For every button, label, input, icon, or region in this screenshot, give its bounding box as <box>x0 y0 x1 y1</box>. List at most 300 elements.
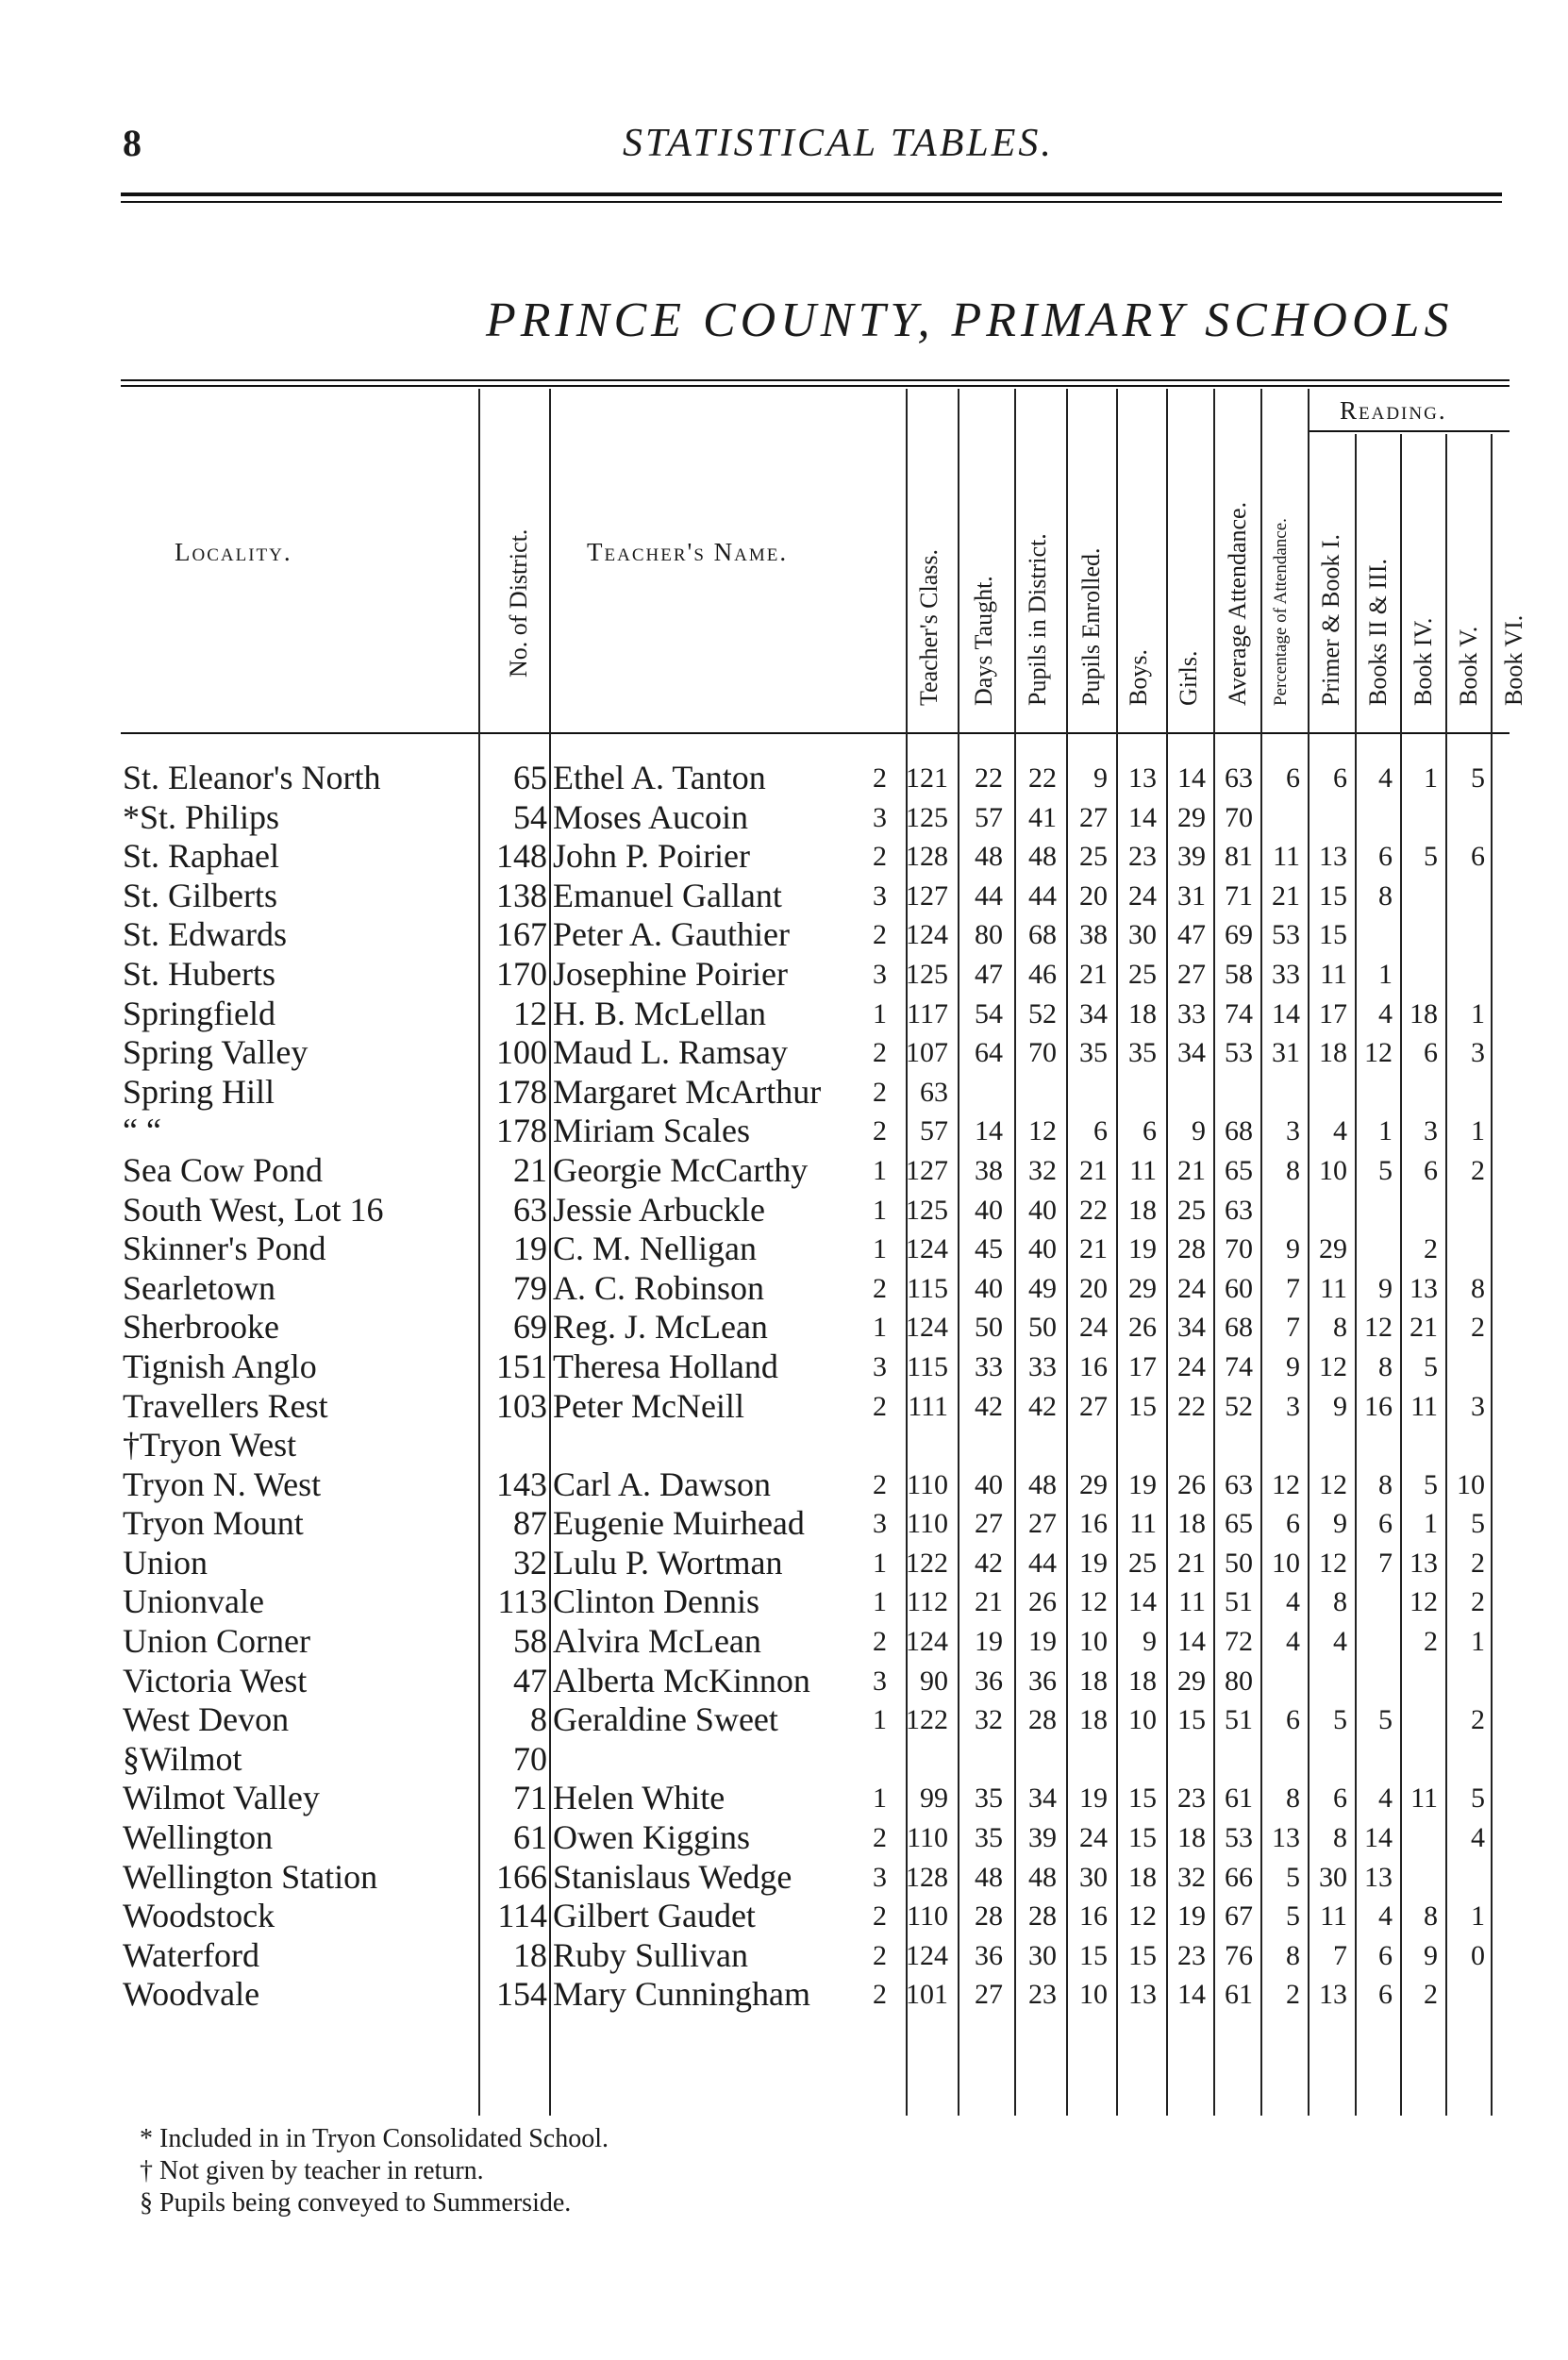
book-4-cell: 5 <box>1378 1154 1393 1186</box>
primer-book-1-cell: 2 <box>1286 1979 1300 2011</box>
pupils-enrolled-cell: 46 <box>1028 958 1057 990</box>
teachers-class-cell: 2 <box>873 1979 887 2011</box>
primer-book-1-cell: 8 <box>1286 1783 1300 1815</box>
girls-cell: 18 <box>1128 1194 1157 1226</box>
pupils-enrolled-cell: 40 <box>1028 1233 1057 1265</box>
page-number: 8 <box>123 122 142 164</box>
pupils-enrolled-cell: 42 <box>1028 1390 1057 1422</box>
book-5-cell: 2 <box>1424 1979 1438 2011</box>
book-4-cell: 4 <box>1378 997 1393 1029</box>
pupils-enrolled-cell: 40 <box>1028 1194 1057 1226</box>
average-attendance-cell: 25 <box>1177 1194 1206 1226</box>
table-row <box>0 1858 1568 1898</box>
teachers-class-cell: 3 <box>873 1508 887 1540</box>
average-attendance-cell: 39 <box>1177 841 1206 873</box>
average-attendance-cell: 14 <box>1177 1979 1206 2011</box>
primer-book-1-cell: 7 <box>1286 1272 1300 1304</box>
table-row <box>0 1465 1568 1505</box>
teachers-class-cell: 1 <box>873 1783 887 1815</box>
books-2-3-cell: 12 <box>1319 1547 1347 1579</box>
days-taught-cell: 90 <box>920 1665 948 1697</box>
primer-book-1-cell: 12 <box>1272 1468 1300 1500</box>
pupils-enrolled-cell: 41 <box>1028 801 1057 833</box>
primer-book-1-cell: 6 <box>1286 1508 1300 1540</box>
girls-cell: 29 <box>1128 1272 1157 1304</box>
pupils-enrolled-cell: 34 <box>1028 1783 1057 1815</box>
percentage-attendance-header: Percentage of Attendance. <box>1271 518 1291 706</box>
percentage-cell: 51 <box>1225 1586 1253 1618</box>
book-6-cell: 1 <box>1471 1115 1485 1147</box>
table-row <box>0 1700 1568 1740</box>
average-attendance-cell: 34 <box>1177 1037 1206 1069</box>
primer-book-1-cell: 8 <box>1286 1939 1300 1971</box>
percentage-cell: 71 <box>1225 879 1253 912</box>
table-row <box>0 1504 1568 1544</box>
books-2-3-cell: 8 <box>1333 1586 1347 1618</box>
pupils-enrolled-cell: 44 <box>1028 879 1057 912</box>
book-5-cell: 2 <box>1424 1626 1438 1658</box>
locality-cell: Spring Hill <box>123 1072 275 1111</box>
table-row <box>0 1308 1568 1347</box>
district-number-cell: 151 <box>496 1347 547 1385</box>
percentage-cell: 51 <box>1225 1704 1253 1736</box>
locality-cell: Wilmot Valley <box>123 1779 320 1817</box>
pupils-in-district-cell: 64 <box>975 1037 1003 1069</box>
boys-cell: 16 <box>1079 1900 1108 1933</box>
pupils-enrolled-cell: 32 <box>1028 1154 1057 1186</box>
pupils-in-district-cell: 47 <box>975 958 1003 990</box>
locality-cell: Waterford <box>123 1935 260 1974</box>
table-row <box>0 759 1568 798</box>
average-attendance-cell: 23 <box>1177 1783 1206 1815</box>
pupils-enrolled-cell: 52 <box>1028 997 1057 1029</box>
reading-header: Reading. <box>1340 396 1447 425</box>
books-2-3-cell: 15 <box>1319 879 1347 912</box>
percentage-cell: 68 <box>1225 1115 1253 1147</box>
primer-book-1-cell: 9 <box>1286 1350 1300 1382</box>
teacher-name-cell: Maud L. Ramsay <box>553 1033 788 1072</box>
locality-cell: Tryon N. West <box>123 1465 322 1503</box>
days-taught-cell: 107 <box>906 1037 948 1069</box>
book-4-cell: 4 <box>1378 1900 1393 1933</box>
boys-cell: 29 <box>1079 1468 1108 1500</box>
locality-cell: §Wilmot <box>123 1739 242 1778</box>
percentage-cell: 61 <box>1225 1783 1253 1815</box>
days-taught-cell: 128 <box>906 841 948 873</box>
book-6-cell: 2 <box>1471 1547 1485 1579</box>
girls-cell: 13 <box>1128 762 1157 794</box>
days-taught-cell: 111 <box>908 1390 948 1422</box>
locality-cell: South West, Lot 16 <box>123 1190 384 1229</box>
district-no-header: No. of District. <box>505 528 532 678</box>
average-attendance-cell: 18 <box>1177 1508 1206 1540</box>
girls-cell: 14 <box>1128 1586 1157 1618</box>
locality-cell: *St. Philips <box>123 797 280 836</box>
girls-cell: 15 <box>1128 1939 1157 1971</box>
pupils-in-district-cell: 48 <box>975 841 1003 873</box>
table-row <box>0 1151 1568 1191</box>
footnote: § Pupils being conveyed to Summerside. <box>140 2188 572 2218</box>
pupils-enrolled-cell: 12 <box>1028 1115 1057 1147</box>
district-number-cell: 58 <box>513 1622 547 1661</box>
pupils-enrolled-cell: 23 <box>1028 1979 1057 2011</box>
primer-book-1-cell: 13 <box>1272 1822 1300 1854</box>
days-taught-cell: 99 <box>920 1783 948 1815</box>
table-row <box>0 1662 1568 1701</box>
days-taught-cell: 112 <box>907 1586 948 1618</box>
district-number-cell: 167 <box>496 915 547 954</box>
percentage-cell: 63 <box>1225 762 1253 794</box>
average-attendance-cell: 22 <box>1177 1390 1206 1422</box>
book-5-cell: 1 <box>1424 1508 1438 1540</box>
book-4-cell: 4 <box>1378 1783 1393 1815</box>
average-attendance-cell: 15 <box>1177 1704 1206 1736</box>
teacher-name-cell: Geraldine Sweet <box>553 1700 778 1739</box>
books-2-3-cell: 6 <box>1333 1783 1347 1815</box>
days-taught-cell: 128 <box>906 1861 948 1893</box>
teacher-name-cell: Clinton Dennis <box>553 1582 760 1621</box>
book-6-cell: 5 <box>1471 1783 1485 1815</box>
girls-cell: 24 <box>1128 879 1157 912</box>
table-row <box>0 955 1568 995</box>
table-row <box>0 1033 1568 1073</box>
locality-cell: Skinner's Pond <box>123 1230 326 1268</box>
locality-cell: †Tryon West <box>123 1426 297 1465</box>
primer-book-1-cell: 3 <box>1286 1115 1300 1147</box>
pupils-enrolled-cell: 48 <box>1028 1468 1057 1500</box>
book-6-cell: 1 <box>1471 1900 1485 1933</box>
percentage-cell: 60 <box>1225 1272 1253 1304</box>
percentage-cell: 61 <box>1225 1979 1253 2011</box>
pupils-enrolled-header: Pupils Enrolled. <box>1077 547 1105 706</box>
locality-cell: Wellington Station <box>123 1857 378 1896</box>
teachers-class-cell: 2 <box>873 1115 887 1147</box>
locality-cell: Woodstock <box>123 1897 275 1935</box>
boys-cell: 27 <box>1079 801 1108 833</box>
primer-book-1-cell: 7 <box>1286 1312 1300 1344</box>
percentage-cell: 53 <box>1225 1822 1253 1854</box>
boys-cell: 19 <box>1079 1783 1108 1815</box>
locality-cell: “ “ <box>123 1112 161 1150</box>
boys-cell: 20 <box>1079 879 1108 912</box>
table-row <box>0 1269 1568 1309</box>
table-row <box>0 798 1568 838</box>
locality-cell: Springfield <box>123 994 275 1032</box>
books-2-3-cell: 12 <box>1319 1468 1347 1500</box>
average-attendance-cell: 29 <box>1177 1665 1206 1697</box>
books-2-3-cell: 7 <box>1333 1939 1347 1971</box>
locality-header: Locality. <box>175 538 292 566</box>
district-number-cell: 54 <box>513 797 547 836</box>
teacher-class-header: Teacher's Class. <box>915 548 942 706</box>
books-2-3-cell: 18 <box>1319 1037 1347 1069</box>
boys-cell: 21 <box>1079 1154 1108 1186</box>
books-2-3-cell: 30 <box>1319 1861 1347 1893</box>
percentage-cell: 50 <box>1225 1547 1253 1579</box>
books-2-3-cell: 4 <box>1333 1626 1347 1658</box>
table-row <box>0 1426 1568 1465</box>
percentage-cell: 69 <box>1225 919 1253 951</box>
book-6-cell: 3 <box>1471 1037 1485 1069</box>
district-number-cell: 61 <box>513 1818 547 1857</box>
pupils-in-district-cell: 44 <box>975 879 1003 912</box>
pupils-in-district-cell: 36 <box>975 1939 1003 1971</box>
book-4-cell: 1 <box>1378 958 1393 990</box>
book-6-cell: 0 <box>1471 1939 1485 1971</box>
teachers-class-cell: 1 <box>873 1194 887 1226</box>
teachers-class-cell: 3 <box>873 1665 887 1697</box>
teacher-name-cell: Margaret McArthur <box>553 1072 822 1111</box>
average-attendance-cell: 21 <box>1177 1154 1206 1186</box>
percentage-cell: 72 <box>1225 1626 1253 1658</box>
average-attendance-cell: 28 <box>1177 1233 1206 1265</box>
teachers-class-cell: 1 <box>873 1586 887 1618</box>
book-5-cell: 5 <box>1424 1468 1438 1500</box>
primer-book-1-cell: 5 <box>1286 1861 1300 1893</box>
boys-cell: 22 <box>1079 1194 1108 1226</box>
locality-cell: St. Gilberts <box>123 876 278 914</box>
girls-cell: 15 <box>1128 1390 1157 1422</box>
table-row <box>0 1818 1568 1858</box>
book-5-cell: 12 <box>1410 1586 1438 1618</box>
book-4-cell: 4 <box>1378 762 1393 794</box>
girls-cell: 30 <box>1128 919 1157 951</box>
books-2-3-cell: 5 <box>1333 1704 1347 1736</box>
book-6-cell: 8 <box>1471 1272 1485 1304</box>
girls-cell: 19 <box>1128 1233 1157 1265</box>
girls-cell: 26 <box>1128 1312 1157 1344</box>
book-4-cell: 14 <box>1364 1822 1393 1854</box>
books-2-3-cell: 11 <box>1320 1900 1347 1933</box>
boys-cell: 24 <box>1079 1312 1108 1344</box>
girls-cell: 11 <box>1129 1154 1157 1186</box>
primer-book-1-cell: 8 <box>1286 1154 1300 1186</box>
locality-cell: Tignish Anglo <box>123 1347 317 1385</box>
teachers-class-cell: 1 <box>873 1233 887 1265</box>
district-number-cell: 12 <box>513 994 547 1032</box>
boys-cell: 10 <box>1079 1979 1108 2011</box>
book-6-cell: 10 <box>1457 1468 1485 1500</box>
district-number-cell: 47 <box>513 1661 547 1699</box>
pupils-in-district-cell: 54 <box>975 997 1003 1029</box>
books-2-3-cell: 10 <box>1319 1154 1347 1186</box>
days-taught-cell: 124 <box>906 1233 948 1265</box>
book-4-cell: 12 <box>1364 1312 1393 1344</box>
book-6-cell: 3 <box>1471 1390 1485 1422</box>
average-attendance-cell: 34 <box>1177 1312 1206 1344</box>
teacher-name-cell: Ethel A. Tanton <box>553 759 766 796</box>
district-number-cell: 154 <box>496 1975 547 2014</box>
locality-cell: Sea Cow Pond <box>123 1150 324 1189</box>
pupils-in-district-cell: 21 <box>975 1586 1003 1618</box>
days-taught-cell: 110 <box>907 1468 948 1500</box>
pupils-enrolled-cell: 36 <box>1028 1665 1057 1697</box>
primer-book-1-cell: 31 <box>1272 1037 1300 1069</box>
books-2-3-cell: 11 <box>1320 958 1347 990</box>
primer-book-1-header: Primer & Book I. <box>1317 534 1344 706</box>
primer-book-1-cell: 10 <box>1272 1547 1300 1579</box>
pupils-in-district-cell: 57 <box>975 801 1003 833</box>
teachers-class-cell: 3 <box>873 1861 887 1893</box>
book-6-cell: 2 <box>1471 1154 1485 1186</box>
books-2-3-cell: 6 <box>1333 762 1347 794</box>
book-4-header: Book IV. <box>1410 617 1437 706</box>
book-5-cell: 21 <box>1410 1312 1438 1344</box>
book-4-cell: 6 <box>1378 1508 1393 1540</box>
pupils-enrolled-cell: 68 <box>1028 919 1057 951</box>
pupils-enrolled-cell: 26 <box>1028 1586 1057 1618</box>
girls-cell: 9 <box>1143 1626 1157 1658</box>
locality-cell: Tryon Mount <box>123 1504 304 1543</box>
table-row <box>0 1073 1568 1113</box>
teacher-name-cell: Miriam Scales <box>553 1112 750 1150</box>
locality-cell: St. Eleanor's North <box>123 759 381 796</box>
average-attendance-cell: 29 <box>1177 801 1206 833</box>
primer-book-1-cell: 9 <box>1286 1233 1300 1265</box>
table-row <box>0 1191 1568 1230</box>
days-taught-cell: 122 <box>906 1704 948 1736</box>
book-5-cell: 11 <box>1410 1390 1438 1422</box>
percentage-cell: 53 <box>1225 1037 1253 1069</box>
table-row <box>0 1936 1568 1976</box>
pupils-enrolled-cell: 48 <box>1028 841 1057 873</box>
table-row <box>0 877 1568 916</box>
books-2-3-cell: 11 <box>1320 1272 1347 1304</box>
days-taught-cell: 125 <box>906 801 948 833</box>
pupils-enrolled-cell: 30 <box>1028 1939 1057 1971</box>
locality-cell: Victoria West <box>123 1661 308 1699</box>
teachers-class-cell: 2 <box>873 919 887 951</box>
book-5-cell: 11 <box>1410 1783 1438 1815</box>
book-6-cell: 2 <box>1471 1312 1485 1344</box>
table-row <box>0 1544 1568 1583</box>
girls-cell: 11 <box>1129 1508 1157 1540</box>
boys-cell: 9 <box>1093 762 1108 794</box>
primer-book-1-cell: 14 <box>1272 997 1300 1029</box>
district-number-cell: 32 <box>513 1543 547 1582</box>
teacher-name-cell: Alberta McKinnon <box>553 1661 810 1699</box>
percentage-cell: 66 <box>1225 1861 1253 1893</box>
pupils-enrolled-cell: 28 <box>1028 1704 1057 1736</box>
percentage-cell: 74 <box>1225 997 1253 1029</box>
table-row <box>0 1582 1568 1622</box>
book-6-cell: 4 <box>1471 1822 1485 1854</box>
boys-cell: 10 <box>1079 1626 1108 1658</box>
locality-cell: St. Huberts <box>123 954 275 993</box>
teachers-class-cell: 3 <box>873 801 887 833</box>
pupils-in-district-cell: 27 <box>975 1508 1003 1540</box>
books-2-3-cell: 12 <box>1319 1350 1347 1382</box>
teacher-name-cell: Josephine Poirier <box>553 954 788 993</box>
boys-header: Boys. <box>1125 649 1152 706</box>
days-taught-cell: 110 <box>907 1900 948 1933</box>
boys-cell: 15 <box>1079 1939 1108 1971</box>
book-4-cell: 12 <box>1364 1037 1393 1069</box>
boys-cell: 21 <box>1079 1233 1108 1265</box>
percentage-cell: 70 <box>1225 1233 1253 1265</box>
boys-cell: 38 <box>1079 919 1108 951</box>
district-number-cell: 113 <box>497 1582 547 1621</box>
days-taught-cell: 127 <box>906 879 948 912</box>
page-header <box>123 121 1500 177</box>
pupils-in-district-cell: 42 <box>975 1547 1003 1579</box>
average-attendance-cell: 18 <box>1177 1822 1206 1854</box>
footnote: † Not given by teacher in return. <box>140 2156 484 2185</box>
pupils-in-district-cell: 38 <box>975 1154 1003 1186</box>
books-2-3-cell: 13 <box>1319 841 1347 873</box>
percentage-cell: 70 <box>1225 801 1253 833</box>
pupils-in-district-cell: 22 <box>975 762 1003 794</box>
district-number-cell: 170 <box>496 954 547 993</box>
average-attendance-cell: 31 <box>1177 879 1206 912</box>
teacher-name-cell: C. M. Nelligan <box>553 1230 757 1268</box>
district-number-cell: 166 <box>496 1857 547 1896</box>
teacher-name-cell: Georgie McCarthy <box>553 1150 809 1189</box>
book-4-cell: 8 <box>1378 1350 1393 1382</box>
locality-cell: Travellers Rest <box>123 1386 328 1425</box>
teachers-class-cell: 1 <box>873 1704 887 1736</box>
teachers-class-cell: 1 <box>873 1547 887 1579</box>
percentage-cell: 81 <box>1225 841 1253 873</box>
pupils-in-district-header: Pupils in District. <box>1024 533 1051 706</box>
table-row <box>0 1622 1568 1662</box>
footnote: * Included in in Tryon Consolidated School. <box>140 2124 609 2153</box>
teacher-name-cell: Moses Aucoin <box>553 797 748 836</box>
district-number-cell: 100 <box>496 1033 547 1072</box>
primer-book-1-cell: 3 <box>1286 1390 1300 1422</box>
percentage-cell: 68 <box>1225 1312 1253 1344</box>
primer-book-1-cell: 4 <box>1286 1626 1300 1658</box>
girls-cell: 35 <box>1128 1037 1157 1069</box>
table-row <box>0 1975 1568 2015</box>
teachers-class-cell: 2 <box>873 1390 887 1422</box>
days-taught-cell: 125 <box>906 1194 948 1226</box>
district-number-cell: 65 <box>513 759 547 796</box>
district-number-cell: 70 <box>513 1739 547 1778</box>
days-taught-cell: 127 <box>906 1154 948 1186</box>
primer-book-1-cell: 4 <box>1286 1586 1300 1618</box>
pupils-in-district-cell: 27 <box>975 1979 1003 2011</box>
average-attendance-header: Average Attendance. <box>1224 501 1251 706</box>
table-row <box>0 1387 1568 1427</box>
percentage-cell: 67 <box>1225 1900 1253 1933</box>
teachers-class-cell: 2 <box>873 1076 887 1108</box>
teachers-class-cell: 3 <box>873 958 887 990</box>
district-number-cell: 87 <box>513 1504 547 1543</box>
table-row <box>0 1740 1568 1780</box>
book-4-cell: 6 <box>1378 1939 1393 1971</box>
boys-cell: 25 <box>1079 841 1108 873</box>
primer-book-1-cell: 6 <box>1286 762 1300 794</box>
girls-cell: 6 <box>1143 1115 1157 1147</box>
book-6-header: Book VI. <box>1500 614 1527 706</box>
teacher-name-cell: Stanislaus Wedge <box>553 1857 792 1896</box>
girls-cell: 19 <box>1128 1468 1157 1500</box>
book-5-cell: 2 <box>1424 1233 1438 1265</box>
table-row <box>0 1347 1568 1387</box>
pupils-in-district-cell: 42 <box>975 1390 1003 1422</box>
boys-cell: 16 <box>1079 1350 1108 1382</box>
table-top-rule <box>121 379 1510 381</box>
primer-book-1-cell: 6 <box>1286 1704 1300 1736</box>
pupils-in-district-cell: 40 <box>975 1468 1003 1500</box>
percentage-cell: 58 <box>1225 958 1253 990</box>
pupils-in-district-cell: 28 <box>975 1900 1003 1933</box>
average-attendance-cell: 47 <box>1177 919 1206 951</box>
girls-cell: 25 <box>1128 958 1157 990</box>
days-taught-header: Days Taught. <box>970 576 997 706</box>
locality-cell: St. Raphael <box>123 837 279 876</box>
